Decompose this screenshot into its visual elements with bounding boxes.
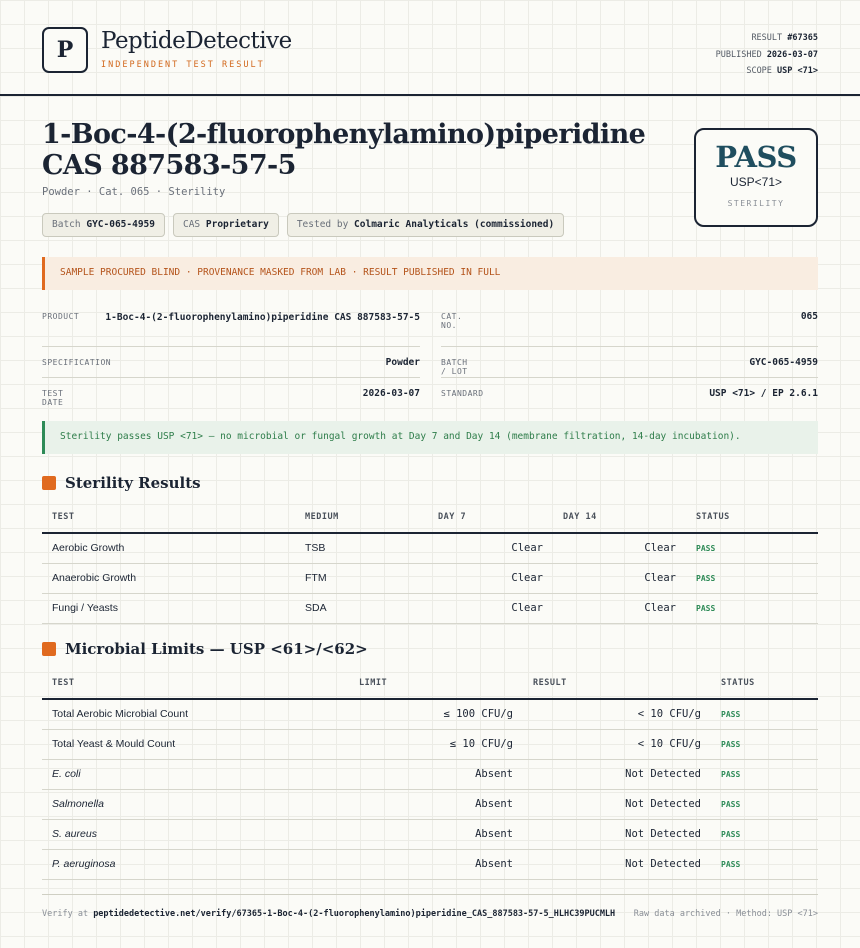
result-cell: Not Detected (523, 849, 711, 879)
footer-divider (42, 894, 818, 895)
test-cell: Total Yeast & Mould Count (42, 729, 349, 759)
table-row (42, 789, 818, 819)
batch-chip: Batch GYC-065-4959 (42, 213, 165, 237)
brand-tagline: INDEPENDENT TEST RESULT (101, 60, 265, 70)
report-meta (716, 30, 818, 80)
limit-cell: Absent (349, 819, 523, 849)
day14-cell: Clear (553, 533, 686, 563)
test-cell: Fungi / Yeasts (42, 593, 295, 623)
batch-label: BATCH / LOT (441, 358, 468, 376)
standard-label: STANDARD (441, 389, 484, 398)
status-cell (711, 819, 818, 849)
divider (441, 377, 818, 378)
column-header: MEDIUM (295, 501, 428, 533)
status-badge: PASS (721, 830, 741, 839)
result-cell: Not Detected (523, 759, 711, 789)
status-badge: PASS (696, 574, 716, 583)
spec-label: SPECIFICATION (42, 358, 112, 367)
table-row (42, 759, 818, 789)
sterility-table (42, 501, 818, 624)
status-badge: PASS (696, 544, 716, 554)
column-header: DAY 14 (553, 501, 686, 533)
day7-cell: Clear (428, 593, 553, 623)
product-chips (42, 213, 564, 237)
cas-chip: CAS Proprietary (173, 213, 279, 237)
limit-cell: Absent (349, 789, 523, 819)
catno-value: 065 (800, 311, 818, 322)
product-subtitle: Powder · Cat. 065 · Sterility (42, 186, 226, 198)
result-cell: < 10 CFU/g (523, 729, 711, 759)
medium-cell: FTM (295, 563, 428, 593)
day14-cell: Clear (553, 563, 686, 593)
test-cell: Aerobic Growth (42, 533, 295, 563)
status-cell (686, 563, 818, 593)
verdict-standard: USP<71> (729, 175, 783, 189)
status-cell (711, 849, 818, 879)
medium-cell: TSB (295, 533, 428, 563)
batch-value: GYC-065-4959 (749, 357, 818, 368)
sterility-section-title: Sterility Results (42, 474, 201, 492)
product-label: PRODUCT (42, 312, 80, 321)
tested-by-chip: Tested by Colmaric Analyticals (commissioned) (287, 213, 564, 237)
status-badge: PASS (721, 770, 741, 779)
standard-value: USP <71> / EP 2.6.1 (709, 388, 818, 399)
meta-scope: SCOPE USP <71> (746, 66, 818, 76)
verdict-word: PASS (715, 140, 797, 174)
limit-cell: ≤ 10 CFU/g (349, 729, 523, 759)
table-row (42, 533, 818, 563)
meta-published: PUBLISHED 2026-03-07 (715, 49, 818, 60)
status-badge: PASS (721, 710, 741, 720)
table-row (42, 819, 818, 849)
limit-cell: ≤ 100 CFU/g (349, 699, 523, 729)
status-cell (686, 533, 818, 563)
product-title: 1-Boc-4-(2-fluorophenylamino)piperidine CAS 887583-57-5 (42, 119, 646, 181)
product-value: 1-Boc-4-(2-fluorophenylamino)piperidine CAS 887583-57-5 (105, 312, 420, 323)
test-cell: S. aureus (42, 819, 349, 849)
day7-cell: Clear (428, 563, 553, 593)
table-row (42, 699, 818, 729)
result-summary: Sterility passes USP <71> — no microbial or fungal growth at Day 7 and Day 14 (membrane filtration, 14-day incubation). (42, 421, 818, 454)
procurement-notice: SAMPLE PROCURED BLIND · PROVENANCE MASKED FROM LAB · RESULT PUBLISHED IN FULL (42, 257, 818, 290)
column-header: TEST (42, 501, 295, 533)
column-header: DAY 7 (428, 501, 553, 533)
meta-result: RESULT #67365 (751, 33, 818, 43)
result-cell: Not Detected (523, 819, 711, 849)
verify-link[interactable]: peptidedetective.net/verify/67365-1-Boc-4-(2-fluorophenylamino)piperidine_CAS_887583-57-5_HLHC39PUCMLH (93, 909, 616, 919)
medium-cell: SDA (295, 593, 428, 623)
status-cell (711, 729, 818, 759)
archive-note: Raw data archived · Method: USP <71> (633, 909, 818, 919)
table-header-row (42, 667, 818, 699)
status-cell (686, 593, 818, 623)
microbial-section-title: Microbial Limits — USP <61>/<62> (42, 640, 368, 658)
limit-cell: Absent (349, 849, 523, 879)
result-cell: < 10 CFU/g (523, 699, 711, 729)
divider (42, 377, 420, 378)
status-badge: PASS (721, 740, 741, 749)
verdict-badge (694, 128, 818, 227)
divider (42, 346, 420, 347)
date-label: TEST DATE (42, 389, 64, 407)
microbial-table (42, 667, 818, 880)
column-header: TEST (42, 667, 349, 699)
catno-label: CAT. NO. (441, 312, 463, 330)
test-cell: P. aeruginosa (42, 849, 349, 879)
column-header: RESULT (523, 667, 711, 699)
logo-mark: P (42, 27, 88, 73)
status-cell (711, 759, 818, 789)
limit-cell: Absent (349, 759, 523, 789)
table-header-row (42, 501, 818, 533)
column-header: STATUS (686, 501, 818, 533)
column-header: STATUS (711, 667, 818, 699)
test-cell: Salmonella (42, 789, 349, 819)
day14-cell: Clear (553, 593, 686, 623)
table-row (42, 593, 818, 623)
section-marker (42, 642, 56, 656)
test-cell: Anaerobic Growth (42, 563, 295, 593)
status-badge: PASS (696, 604, 716, 613)
status-badge: PASS (721, 860, 741, 869)
brand-name: PeptideDetective (101, 28, 292, 54)
verdict-kind: STERILITY (727, 199, 785, 208)
test-cell: Total Aerobic Microbial Count (42, 699, 349, 729)
result-cell: Not Detected (523, 789, 711, 819)
status-cell (711, 789, 818, 819)
day7-cell: Clear (428, 533, 553, 563)
divider (441, 346, 818, 347)
report-header (0, 0, 860, 96)
status-cell (711, 699, 818, 729)
section-marker (42, 476, 56, 490)
table-row (42, 729, 818, 759)
table-row (42, 563, 818, 593)
column-header: LIMIT (349, 667, 523, 699)
status-badge: PASS (721, 800, 741, 809)
table-row (42, 849, 818, 879)
test-cell: E. coli (42, 759, 349, 789)
date-value: 2026-03-07 (362, 388, 420, 399)
spec-value: Powder (385, 357, 420, 368)
verify-line: Verify at peptidedetective.net/verify/67365-1-Boc-4-(2-fluorophenylamino)piperidine_CAS_887583-57-5_HLHC39PUCMLH (42, 909, 616, 919)
